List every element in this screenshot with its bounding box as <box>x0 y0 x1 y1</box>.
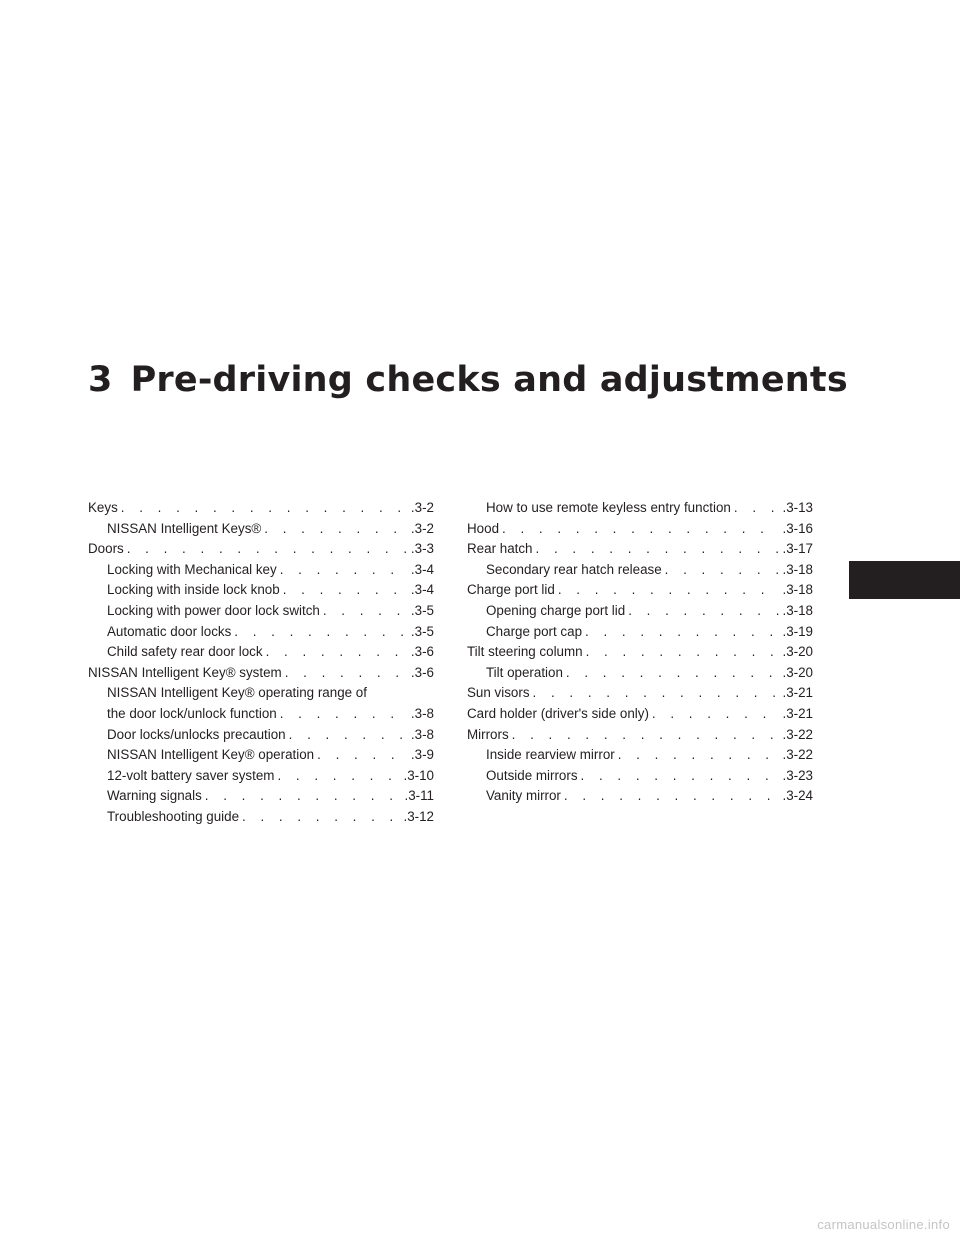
toc-entry[interactable] <box>88 622 434 643</box>
toc-entry[interactable] <box>467 560 813 581</box>
chapter-title-text: Pre-driving checks and adjustments <box>130 360 848 400</box>
toc-entry-page: .3-18 <box>782 582 813 598</box>
toc-entry[interactable] <box>88 642 434 663</box>
toc-leader-dots <box>566 663 780 684</box>
toc-leader-dots <box>512 725 780 746</box>
toc-entry[interactable] <box>467 745 813 766</box>
toc-entry-page: .3-3 <box>410 541 434 557</box>
toc-entry-page: .3-5 <box>410 602 434 618</box>
toc-leader-dots <box>652 704 780 725</box>
toc-entry[interactable] <box>467 622 813 643</box>
chapter-side-tab <box>849 561 960 599</box>
toc-entry-page: .3-19 <box>782 623 813 639</box>
toc-leader-dots <box>586 642 780 663</box>
toc-leader-dots <box>266 642 408 663</box>
toc-entry-page: .3-9 <box>410 747 434 763</box>
toc-entry-page: .3-18 <box>782 561 813 577</box>
toc-entry[interactable] <box>467 786 813 807</box>
toc-leader-dots <box>581 766 780 787</box>
toc-left-column <box>88 498 434 828</box>
toc-entry[interactable] <box>88 539 434 560</box>
toc-entry-title: Automatic door locks <box>107 623 232 639</box>
toc-leader-dots <box>289 725 408 746</box>
toc-leader-dots <box>536 539 780 560</box>
toc-entry-page: .3-21 <box>782 685 813 701</box>
toc-entry-title: Locking with inside lock knob <box>107 582 280 598</box>
toc-entry[interactable] <box>467 766 813 787</box>
toc-entry[interactable] <box>88 519 434 540</box>
toc-entry[interactable] <box>467 725 813 746</box>
toc-entry-title: Doors <box>88 541 124 557</box>
toc-entry-page: .3-11 <box>404 788 434 804</box>
toc-leader-dots <box>121 498 408 519</box>
toc-entry-title: Tilt operation <box>486 664 563 680</box>
toc-entry-title: Warning signals <box>107 788 202 804</box>
toc-leader-dots <box>665 560 780 581</box>
toc-entry-page: .3-10 <box>403 767 434 783</box>
toc-entry-title: NISSAN Intelligent Key® operation <box>107 747 315 763</box>
toc-entry-title: the door lock/unlock function <box>107 705 277 721</box>
toc-leader-dots <box>242 807 400 828</box>
toc-entry-title: Hood <box>467 520 500 536</box>
toc-right-column <box>467 498 813 807</box>
toc-entry-title: NISSAN Intelligent Key® operating range of <box>107 685 367 701</box>
watermark: carmanualsonline.info <box>817 1217 950 1232</box>
toc-leader-dots <box>564 786 780 807</box>
toc-entry-title: Card holder (driver's side only) <box>467 705 649 721</box>
toc-entry-title: Charge port lid <box>467 582 555 598</box>
toc-entry-title: Vanity mirror <box>486 788 561 804</box>
toc-entry-page: .3-13 <box>782 500 813 515</box>
toc-entry-page: .3-22 <box>782 747 813 763</box>
toc-entry-page: .3-23 <box>782 767 813 783</box>
toc-leader-dots <box>285 663 408 684</box>
toc-entry[interactable] <box>88 560 434 581</box>
toc-leader-dots <box>585 622 779 643</box>
toc-entry-page: .3-8 <box>410 705 434 721</box>
toc-entry-title: Charge port cap <box>486 623 583 639</box>
toc-entry-title: Secondary rear hatch release <box>486 561 662 577</box>
toc-leader-dots <box>234 622 408 643</box>
toc-entry[interactable] <box>88 663 434 684</box>
toc-entry-page: .3-20 <box>782 664 813 680</box>
toc-entry-title: Locking with power door lock switch <box>107 602 320 618</box>
toc-entry-page: .3-22 <box>782 726 813 742</box>
toc-entry-title: Tilt steering column <box>467 644 583 660</box>
toc-leader-dots <box>533 683 780 704</box>
toc-entry-title: Rear hatch <box>467 541 533 557</box>
toc-entry-page: .3-4 <box>410 561 434 577</box>
toc-entry-title: Inside rearview mirror <box>486 747 615 763</box>
toc-entry[interactable] <box>88 786 434 807</box>
toc-entry-page: .3-21 <box>782 705 813 721</box>
toc-entry-title: Troubleshooting guide <box>107 808 240 824</box>
toc-entry-page: .3-16 <box>782 520 813 536</box>
toc-leader-dots <box>280 560 408 581</box>
toc-entry[interactable] <box>467 704 813 725</box>
toc-entry-title: NISSAN Intelligent Key® system <box>88 664 282 680</box>
toc-entry[interactable] <box>88 601 434 622</box>
toc-entry-page: .3-17 <box>782 541 813 557</box>
toc-leader-dots <box>205 786 402 807</box>
toc-entry-title: Outside mirrors <box>486 767 578 783</box>
toc-entry-page: .3-24 <box>782 788 813 804</box>
toc-entry[interactable] <box>467 642 813 663</box>
toc-entry[interactable] <box>467 498 813 519</box>
toc-entry[interactable] <box>88 683 434 704</box>
toc-entry[interactable] <box>467 601 813 622</box>
toc-leader-dots <box>502 519 779 540</box>
toc-entry-page: .3-20 <box>782 644 813 660</box>
toc-leader-dots <box>317 745 408 766</box>
toc-leader-dots <box>264 519 408 540</box>
toc-entry-page: .3-18 <box>782 602 813 618</box>
toc-entry-page: .3-2 <box>410 500 434 515</box>
toc-entry-title: Locking with Mechanical key <box>107 561 277 577</box>
toc-leader-dots <box>283 580 408 601</box>
toc-entry[interactable] <box>467 683 813 704</box>
toc-entry-title: Child safety rear door lock <box>107 644 263 660</box>
toc-leader-dots <box>628 601 779 622</box>
toc-entry[interactable] <box>467 539 813 560</box>
toc-entry[interactable] <box>467 663 813 684</box>
toc-entry[interactable] <box>88 725 434 746</box>
toc-entry[interactable] <box>88 766 434 787</box>
toc-entry[interactable] <box>88 807 434 828</box>
toc-entry-page: .3-6 <box>410 644 434 660</box>
toc-entry-title: Opening charge port lid <box>486 602 626 618</box>
toc-entry-title: 12-volt battery saver system <box>107 767 275 783</box>
chapter-number: 3 <box>88 360 113 400</box>
toc-entry-title: NISSAN Intelligent Keys® <box>107 520 262 536</box>
toc-leader-dots <box>277 766 400 787</box>
toc-entry[interactable] <box>88 704 434 725</box>
toc-entry[interactable] <box>467 519 813 540</box>
toc-leader-dots <box>734 498 780 519</box>
toc-entry-page: .3-8 <box>410 726 434 742</box>
toc-entry-page: .3-12 <box>403 808 434 824</box>
toc-leader-dots <box>323 601 408 622</box>
toc-entry-page: .3-2 <box>410 520 434 536</box>
toc-entry-page: .3-5 <box>410 623 434 639</box>
toc-entry-page: .3-4 <box>410 582 434 598</box>
toc-entry[interactable] <box>88 580 434 601</box>
toc-entry-title: Door locks/unlocks precaution <box>107 726 286 742</box>
toc-leader-dots <box>558 580 780 601</box>
toc-entry[interactable] <box>88 745 434 766</box>
toc-entry-title: Mirrors <box>467 726 509 742</box>
toc-leader-dots <box>618 745 780 766</box>
toc-leader-dots <box>127 539 408 560</box>
toc-entry[interactable] <box>88 498 434 519</box>
toc-leader-dots <box>280 704 408 725</box>
toc-entry-title: How to use remote keyless entry function <box>486 500 731 515</box>
chapter-title <box>88 360 848 400</box>
toc-entry[interactable] <box>467 580 813 601</box>
toc-entry-page: .3-6 <box>410 664 434 680</box>
toc-entry-title: Sun visors <box>467 685 530 701</box>
toc-entry-title: Keys <box>88 500 118 515</box>
